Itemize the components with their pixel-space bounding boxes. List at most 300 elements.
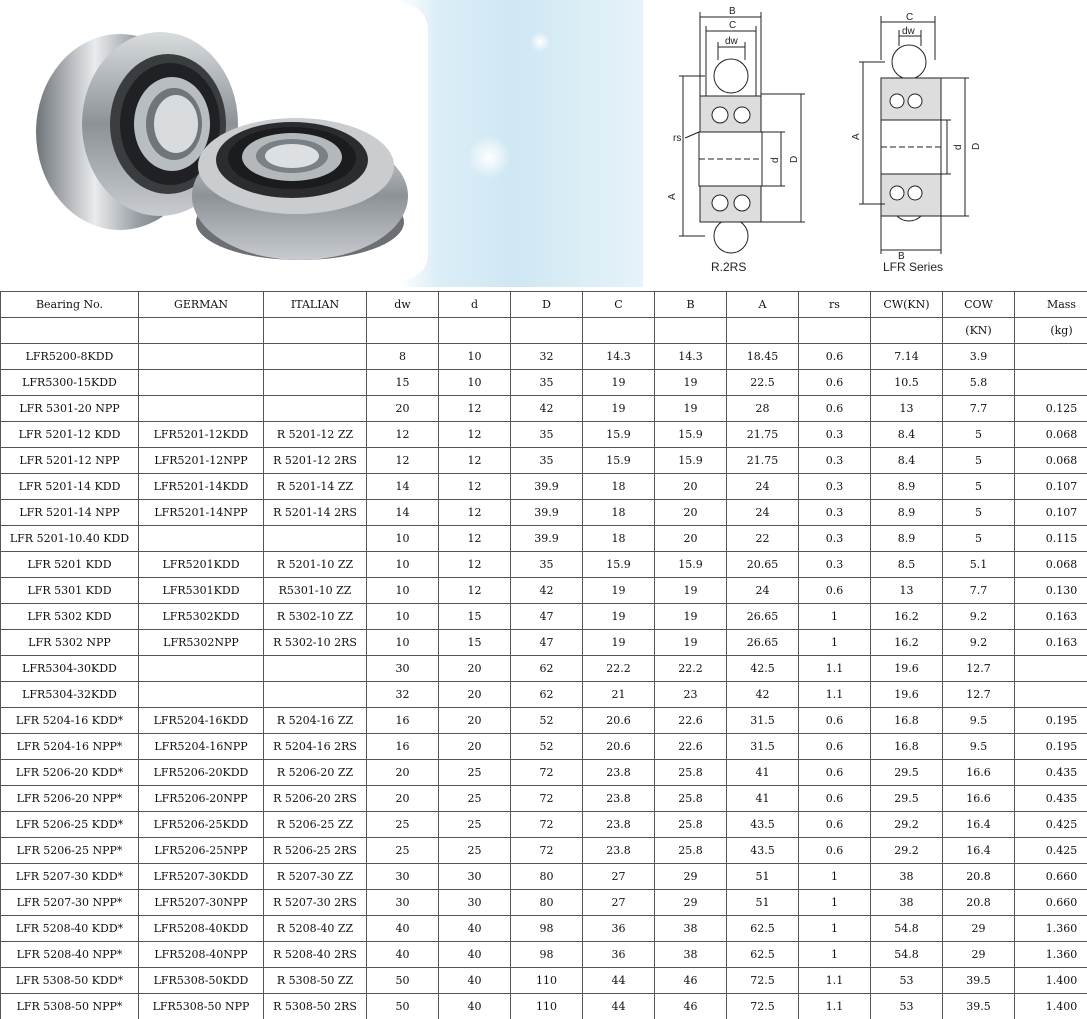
table-row xyxy=(1,448,1087,474)
cell-b: 25.8 xyxy=(655,760,727,786)
cell-d-bore: 25 xyxy=(439,786,511,812)
cell-a: 41 xyxy=(727,760,799,786)
table-row xyxy=(1,656,1087,682)
cell-italian: R 5208-40 2RS xyxy=(264,942,367,968)
unit-cell xyxy=(655,318,727,344)
cell-mass: 0.125 xyxy=(1015,396,1087,422)
technical-drawing xyxy=(645,0,1087,287)
unit-cell xyxy=(264,318,367,344)
cell-mass xyxy=(1015,344,1087,370)
lfr-series-drawing xyxy=(859,16,969,254)
unit-cell xyxy=(583,318,655,344)
cell-italian: R 5302-10 ZZ xyxy=(264,604,367,630)
cell-rs: 1.1 xyxy=(799,994,871,1019)
cell-rs: 0.3 xyxy=(799,552,871,578)
cell-a: 28 xyxy=(727,396,799,422)
cell-b: 14.3 xyxy=(655,344,727,370)
cell-cow: 5 xyxy=(943,448,1015,474)
cell-bearing-no: LFR 5301 KDD xyxy=(1,578,139,604)
table-row xyxy=(1,682,1087,708)
cell-cw: 54.8 xyxy=(871,942,943,968)
cell-b: 19 xyxy=(655,396,727,422)
cell-bearing-no: LFR 5206-25 NPP* xyxy=(1,838,139,864)
cell-d-bore: 25 xyxy=(439,760,511,786)
cell-d-outer: 72 xyxy=(511,812,583,838)
cell-a: 26.65 xyxy=(727,630,799,656)
cell-a: 72.5 xyxy=(727,994,799,1019)
cell-c: 44 xyxy=(583,994,655,1019)
cell-german xyxy=(139,396,264,422)
cell-cw: 16.2 xyxy=(871,604,943,630)
table-row xyxy=(1,630,1087,656)
table-row xyxy=(1,994,1087,1019)
cell-c: 36 xyxy=(583,942,655,968)
cell-mass: 0.115 xyxy=(1015,526,1087,552)
unit-cell-mass: (kg) xyxy=(1015,318,1087,344)
cell-dw: 25 xyxy=(367,838,439,864)
cell-italian: R 5207-30 ZZ xyxy=(264,864,367,890)
cell-cow: 5.8 xyxy=(943,370,1015,396)
cell-b: 20 xyxy=(655,526,727,552)
cell-cow: 29 xyxy=(943,942,1015,968)
cell-mass: 1.360 xyxy=(1015,942,1087,968)
cell-dw: 30 xyxy=(367,656,439,682)
cell-dw: 12 xyxy=(367,422,439,448)
cell-c: 21 xyxy=(583,682,655,708)
cell-cw: 10.5 xyxy=(871,370,943,396)
cell-dw: 10 xyxy=(367,526,439,552)
cell-mass: 0.435 xyxy=(1015,786,1087,812)
cell-a: 21.75 xyxy=(727,422,799,448)
technical-drawing-panel xyxy=(645,0,1087,287)
header-italian: ITALIAN xyxy=(264,292,367,318)
unit-cell xyxy=(439,318,511,344)
cell-german xyxy=(139,682,264,708)
cell-c: 27 xyxy=(583,890,655,916)
unit-cell xyxy=(799,318,871,344)
cell-d-outer: 110 xyxy=(511,968,583,994)
cell-cw: 54.8 xyxy=(871,916,943,942)
cell-italian: R 5204-16 2RS xyxy=(264,734,367,760)
cell-d-bore: 12 xyxy=(439,474,511,500)
cell-c: 36 xyxy=(583,916,655,942)
header-german: GERMAN xyxy=(139,292,264,318)
cell-dw: 14 xyxy=(367,474,439,500)
cell-rs: 0.6 xyxy=(799,760,871,786)
cell-mass: 1.400 xyxy=(1015,994,1087,1019)
table-row xyxy=(1,604,1087,630)
cell-b: 25.8 xyxy=(655,786,727,812)
cell-bearing-no: LFR 5207-30 KDD* xyxy=(1,864,139,890)
cell-german xyxy=(139,344,264,370)
dim-label-d-bore: d xyxy=(770,157,781,163)
cell-italian: R 5201-12 ZZ xyxy=(264,422,367,448)
cell-cow: 5 xyxy=(943,500,1015,526)
cell-rs: 0.3 xyxy=(799,526,871,552)
cell-c: 15.9 xyxy=(583,422,655,448)
cell-cow: 9.5 xyxy=(943,734,1015,760)
cell-d-bore: 15 xyxy=(439,604,511,630)
cell-c: 18 xyxy=(583,526,655,552)
cell-d-outer: 47 xyxy=(511,630,583,656)
unit-cell xyxy=(139,318,264,344)
cell-bearing-no: LFR5304-32KDD xyxy=(1,682,139,708)
cell-c: 15.9 xyxy=(583,448,655,474)
cell-rs: 0.6 xyxy=(799,344,871,370)
dim-label-d-outer: D xyxy=(789,155,800,163)
cell-d-outer: 39.9 xyxy=(511,474,583,500)
cell-italian: R 5308-50 ZZ xyxy=(264,968,367,994)
dim-label-a: A xyxy=(851,133,862,140)
cell-c: 18 xyxy=(583,474,655,500)
cell-cw: 8.9 xyxy=(871,474,943,500)
cell-d-bore: 12 xyxy=(439,448,511,474)
cell-c: 19 xyxy=(583,578,655,604)
cell-a: 20.65 xyxy=(727,552,799,578)
cell-italian: R 5308-50 2RS xyxy=(264,994,367,1019)
cell-dw: 32 xyxy=(367,682,439,708)
cell-d-bore: 25 xyxy=(439,812,511,838)
cell-bearing-no: LFR 5208-40 KDD* xyxy=(1,916,139,942)
cell-b: 23 xyxy=(655,682,727,708)
cell-d-bore: 40 xyxy=(439,994,511,1019)
cell-d-bore: 40 xyxy=(439,968,511,994)
table-row xyxy=(1,500,1087,526)
cell-cw: 19.6 xyxy=(871,682,943,708)
cell-mass: 0.068 xyxy=(1015,448,1087,474)
cell-d-bore: 30 xyxy=(439,890,511,916)
cell-c: 15.9 xyxy=(583,552,655,578)
cell-cw: 8.9 xyxy=(871,500,943,526)
cell-b: 38 xyxy=(655,942,727,968)
cell-dw: 16 xyxy=(367,708,439,734)
cell-german xyxy=(139,656,264,682)
cell-italian: R 5201-10 ZZ xyxy=(264,552,367,578)
cell-mass: 1.360 xyxy=(1015,916,1087,942)
cell-dw: 10 xyxy=(367,630,439,656)
cell-a: 43.5 xyxy=(727,838,799,864)
cell-b: 20 xyxy=(655,500,727,526)
cell-bearing-no: LFR 5301-20 NPP xyxy=(1,396,139,422)
cell-a: 41 xyxy=(727,786,799,812)
cell-mass: 0.195 xyxy=(1015,734,1087,760)
cell-rs: 1 xyxy=(799,890,871,916)
cell-d-outer: 72 xyxy=(511,760,583,786)
table-header-row xyxy=(1,292,1087,318)
cell-b: 25.8 xyxy=(655,812,727,838)
unit-cell xyxy=(511,318,583,344)
cell-dw: 20 xyxy=(367,760,439,786)
cell-c: 18 xyxy=(583,500,655,526)
cell-a: 24 xyxy=(727,578,799,604)
cell-cw: 38 xyxy=(871,864,943,890)
cell-dw: 30 xyxy=(367,890,439,916)
cell-cw: 16.8 xyxy=(871,734,943,760)
cell-dw: 40 xyxy=(367,942,439,968)
cell-italian xyxy=(264,526,367,552)
cell-a: 51 xyxy=(727,864,799,890)
cell-bearing-no: LFR 5206-20 NPP* xyxy=(1,786,139,812)
r2rs-drawing xyxy=(679,12,805,253)
cell-bearing-no: LFR5304-30KDD xyxy=(1,656,139,682)
cell-b: 15.9 xyxy=(655,448,727,474)
cell-bearing-no: LFR 5204-16 NPP* xyxy=(1,734,139,760)
cell-a: 42.5 xyxy=(727,656,799,682)
cell-mass: 1.400 xyxy=(1015,968,1087,994)
cell-mass: 0.660 xyxy=(1015,864,1087,890)
cell-d-outer: 110 xyxy=(511,994,583,1019)
header-a: A xyxy=(727,292,799,318)
cell-german: LFR5206-25NPP xyxy=(139,838,264,864)
cell-cow: 5.1 xyxy=(943,552,1015,578)
cell-d-outer: 62 xyxy=(511,656,583,682)
cell-c: 23.8 xyxy=(583,812,655,838)
cell-italian: R 5302-10 2RS xyxy=(264,630,367,656)
table-row xyxy=(1,890,1087,916)
table-row xyxy=(1,370,1087,396)
cell-italian: R 5204-16 ZZ xyxy=(264,708,367,734)
cell-cw: 8.4 xyxy=(871,448,943,474)
cell-cow: 5 xyxy=(943,474,1015,500)
cell-bearing-no: LFR 5308-50 KDD* xyxy=(1,968,139,994)
sparkle-icon xyxy=(467,135,511,179)
cell-italian: R 5206-20 2RS xyxy=(264,786,367,812)
cell-cw: 16.2 xyxy=(871,630,943,656)
cell-italian: R 5201-14 ZZ xyxy=(264,474,367,500)
dim-label-d-bore: d xyxy=(953,144,964,150)
cell-italian xyxy=(264,370,367,396)
cell-mass: 0.068 xyxy=(1015,552,1087,578)
unit-cell xyxy=(727,318,799,344)
cell-rs: 1.1 xyxy=(799,968,871,994)
cell-german: LFR5201-12KDD xyxy=(139,422,264,448)
dim-label-b: B xyxy=(729,6,736,17)
cell-cow: 16.4 xyxy=(943,812,1015,838)
cell-italian: R 5201-14 2RS xyxy=(264,500,367,526)
table-row xyxy=(1,760,1087,786)
cell-c: 23.8 xyxy=(583,838,655,864)
cell-b: 22.6 xyxy=(655,734,727,760)
cell-dw: 8 xyxy=(367,344,439,370)
cell-italian xyxy=(264,682,367,708)
table-row xyxy=(1,968,1087,994)
cell-d-bore: 12 xyxy=(439,552,511,578)
cell-d-bore: 15 xyxy=(439,630,511,656)
cell-a: 51 xyxy=(727,890,799,916)
cell-d-outer: 47 xyxy=(511,604,583,630)
cell-a: 62.5 xyxy=(727,916,799,942)
cell-mass: 0.660 xyxy=(1015,890,1087,916)
header-cw: CW(KN) xyxy=(871,292,943,318)
cell-d-outer: 39.9 xyxy=(511,500,583,526)
cell-bearing-no: LFR 5302 KDD xyxy=(1,604,139,630)
header-b: B xyxy=(655,292,727,318)
cell-german: LFR5308-50 NPP xyxy=(139,994,264,1019)
cell-c: 19 xyxy=(583,370,655,396)
cell-bearing-no: LFR 5201-10.40 KDD xyxy=(1,526,139,552)
cell-d-bore: 20 xyxy=(439,656,511,682)
cell-d-outer: 98 xyxy=(511,942,583,968)
cell-c: 19 xyxy=(583,604,655,630)
cell-cw: 13 xyxy=(871,396,943,422)
cell-italian: R 5206-25 ZZ xyxy=(264,812,367,838)
cell-rs: 0.6 xyxy=(799,708,871,734)
cell-d-bore: 20 xyxy=(439,708,511,734)
cell-german: LFR5204-16KDD xyxy=(139,708,264,734)
cell-c: 23.8 xyxy=(583,760,655,786)
cell-cow: 5 xyxy=(943,526,1015,552)
header-dw: dw xyxy=(367,292,439,318)
dim-label-c: C xyxy=(729,20,737,31)
cell-bearing-no: LFR 5201-12 NPP xyxy=(1,448,139,474)
cell-d-outer: 52 xyxy=(511,708,583,734)
cell-b: 20 xyxy=(655,474,727,500)
cell-cow: 9.2 xyxy=(943,630,1015,656)
cell-dw: 12 xyxy=(367,448,439,474)
cell-dw: 16 xyxy=(367,734,439,760)
cell-italian: R 5206-20 ZZ xyxy=(264,760,367,786)
cell-a: 31.5 xyxy=(727,708,799,734)
cell-cow: 16.4 xyxy=(943,838,1015,864)
cell-bearing-no: LFR 5201-14 KDD xyxy=(1,474,139,500)
table-row xyxy=(1,344,1087,370)
cell-cow: 39.5 xyxy=(943,968,1015,994)
dim-label-dw: dw xyxy=(725,36,738,47)
cell-rs: 0.3 xyxy=(799,474,871,500)
cell-rs: 0.6 xyxy=(799,812,871,838)
cell-bearing-no: LFR 5207-30 NPP* xyxy=(1,890,139,916)
bearing-photo xyxy=(0,0,643,287)
cell-bearing-no: LFR 5201-14 NPP xyxy=(1,500,139,526)
cell-cow: 9.2 xyxy=(943,604,1015,630)
cell-italian: R 5201-12 2RS xyxy=(264,448,367,474)
header-bearing-no: Bearing No. xyxy=(1,292,139,318)
cell-cw: 8.4 xyxy=(871,422,943,448)
cell-cow: 7.7 xyxy=(943,578,1015,604)
cell-mass xyxy=(1015,370,1087,396)
cell-german xyxy=(139,526,264,552)
cell-cow: 3.9 xyxy=(943,344,1015,370)
cell-cow: 16.6 xyxy=(943,786,1015,812)
cell-bearing-no: LFR 5206-20 KDD* xyxy=(1,760,139,786)
cell-rs: 0.6 xyxy=(799,370,871,396)
cell-cow: 39.5 xyxy=(943,994,1015,1019)
cell-dw: 50 xyxy=(367,994,439,1019)
header-d-bore: d xyxy=(439,292,511,318)
cell-a: 62.5 xyxy=(727,942,799,968)
table-row xyxy=(1,526,1087,552)
cell-cw: 53 xyxy=(871,968,943,994)
cell-d-outer: 32 xyxy=(511,344,583,370)
cell-bearing-no: LFR5200-8KDD xyxy=(1,344,139,370)
cell-cow: 20.8 xyxy=(943,864,1015,890)
sparkle-icon xyxy=(530,32,550,52)
cell-rs: 0.6 xyxy=(799,734,871,760)
cell-rs: 0.6 xyxy=(799,786,871,812)
cell-b: 22.2 xyxy=(655,656,727,682)
drawing-caption-lfr-series: LFR Series xyxy=(883,260,944,274)
table-row xyxy=(1,422,1087,448)
cell-rs: 1 xyxy=(799,864,871,890)
table-row xyxy=(1,864,1087,890)
cell-mass xyxy=(1015,682,1087,708)
cell-dw: 10 xyxy=(367,604,439,630)
table-units-row xyxy=(1,318,1087,344)
cell-dw: 30 xyxy=(367,864,439,890)
cell-b: 38 xyxy=(655,916,727,942)
cell-cow: 12.7 xyxy=(943,656,1015,682)
unit-cell xyxy=(1,318,139,344)
cell-rs: 1.1 xyxy=(799,656,871,682)
cell-mass: 0.195 xyxy=(1015,708,1087,734)
cell-bearing-no: LFR 5308-50 NPP* xyxy=(1,994,139,1019)
cell-d-bore: 12 xyxy=(439,422,511,448)
cell-german: LFR5201KDD xyxy=(139,552,264,578)
cell-d-bore: 40 xyxy=(439,942,511,968)
table-row xyxy=(1,812,1087,838)
cell-b: 46 xyxy=(655,994,727,1019)
cell-c: 19 xyxy=(583,630,655,656)
cell-italian: R 5206-25 2RS xyxy=(264,838,367,864)
table-row xyxy=(1,942,1087,968)
cell-b: 19 xyxy=(655,370,727,396)
cell-a: 24 xyxy=(727,474,799,500)
cell-dw: 20 xyxy=(367,396,439,422)
cell-b: 15.9 xyxy=(655,422,727,448)
cell-cw: 8.5 xyxy=(871,552,943,578)
cell-a: 24 xyxy=(727,500,799,526)
cell-german: LFR5302NPP xyxy=(139,630,264,656)
cell-mass: 0.425 xyxy=(1015,812,1087,838)
cell-a: 26.65 xyxy=(727,604,799,630)
cell-c: 44 xyxy=(583,968,655,994)
cell-b: 19 xyxy=(655,578,727,604)
cell-d-outer: 35 xyxy=(511,448,583,474)
cell-b: 29 xyxy=(655,864,727,890)
cell-dw: 10 xyxy=(367,552,439,578)
cell-d-outer: 35 xyxy=(511,422,583,448)
cell-c: 20.6 xyxy=(583,734,655,760)
cell-mass: 0.425 xyxy=(1015,838,1087,864)
cell-cw: 29.2 xyxy=(871,838,943,864)
header-d-outer: D xyxy=(511,292,583,318)
cell-cw: 53 xyxy=(871,994,943,1019)
cell-mass: 0.107 xyxy=(1015,474,1087,500)
cell-german: LFR5201-14KDD xyxy=(139,474,264,500)
header-c: C xyxy=(583,292,655,318)
cell-a: 21.75 xyxy=(727,448,799,474)
cell-c: 22.2 xyxy=(583,656,655,682)
bearing-front-image xyxy=(192,118,408,260)
table-row xyxy=(1,786,1087,812)
cell-german: LFR5206-20KDD xyxy=(139,760,264,786)
header-mass: Mass xyxy=(1015,292,1087,318)
table-body xyxy=(1,344,1087,1019)
cell-cow: 29 xyxy=(943,916,1015,942)
cell-d-bore: 10 xyxy=(439,370,511,396)
header-cow: COW xyxy=(943,292,1015,318)
table-row xyxy=(1,552,1087,578)
cell-c: 19 xyxy=(583,396,655,422)
cell-d-bore: 30 xyxy=(439,864,511,890)
header-rs: rs xyxy=(799,292,871,318)
cell-c: 23.8 xyxy=(583,786,655,812)
cell-bearing-no: LFR 5204-16 KDD* xyxy=(1,708,139,734)
cell-b: 22.6 xyxy=(655,708,727,734)
cell-rs: 0.6 xyxy=(799,838,871,864)
unit-cell-cow: (KN) xyxy=(943,318,1015,344)
cell-cow: 12.7 xyxy=(943,682,1015,708)
